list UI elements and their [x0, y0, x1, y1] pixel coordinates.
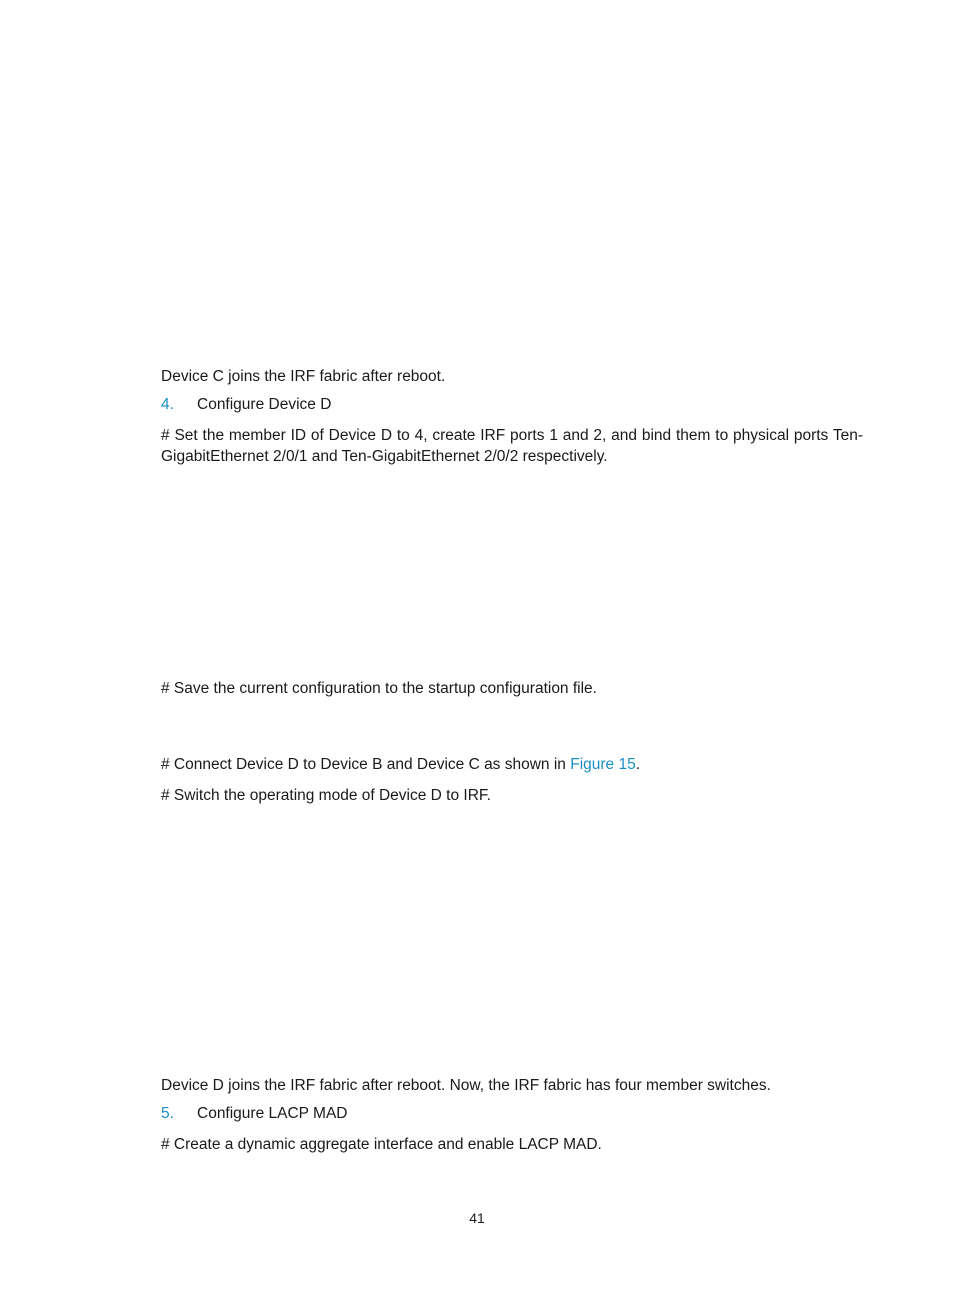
- step-configure-device-d: [161, 394, 863, 415]
- step-configure-lacp-mad: [161, 1103, 863, 1124]
- connect-suffix: .: [635, 756, 641, 773]
- step-label: Configure LACP MAD: [197, 1105, 348, 1122]
- step-label: Configure Device D: [197, 396, 332, 413]
- paragraph-save-config: # Save the current configuration to the startup configuration file.: [161, 680, 597, 697]
- paragraph-device-d-joins: Device D joins the IRF fabric after reboot. Now, the IRF fabric has four member switches.: [161, 1077, 771, 1094]
- paragraph-create-aggregate: # Create a dynamic aggregate interface and enable LACP MAD.: [161, 1136, 602, 1153]
- step-number: 5.: [161, 1105, 174, 1122]
- paragraph-connect-device-d: [161, 754, 863, 775]
- figure-15-link[interactable]: Figure 15: [570, 756, 636, 773]
- step-number: 4.: [161, 396, 174, 413]
- paragraph-switch-mode: # Switch the operating mode of Device D to IRF.: [161, 787, 491, 804]
- connect-text: # Connect Device D to Device B and Device C as shown in: [161, 756, 571, 773]
- paragraph-device-c-joins: Device C joins the IRF fabric after reboot.: [161, 368, 446, 385]
- paragraph-set-member-id: # Set the member ID of Device D to 4, create IRF ports 1 and 2, and bind them to physical ports Ten-GigabitEthernet 2/0/1 and Ten-GigabitEthernet 2/0/2 respectively.: [161, 427, 863, 465]
- page-number: 41: [469, 1210, 485, 1226]
